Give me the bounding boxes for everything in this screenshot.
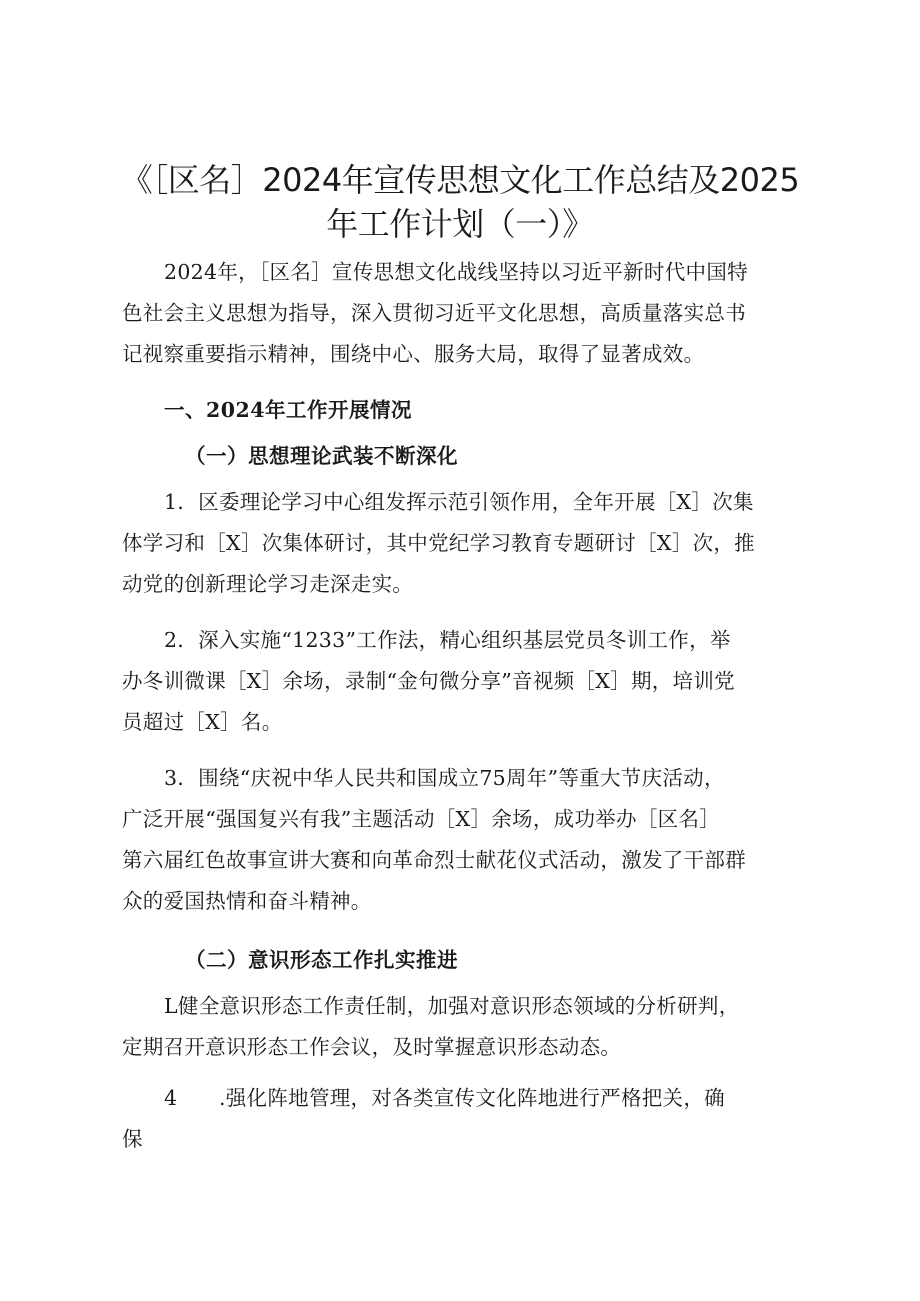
item-2-paragraph xyxy=(122,620,802,743)
section-heading-1: 一、2024年工作开展情况 xyxy=(164,398,413,422)
subsection-heading-1: （一）思想理论武装不断深化 xyxy=(185,444,458,468)
item-1-line-1: 1．区委理论学习中心组发挥示范引领作用，全年开展［X］次集 xyxy=(164,490,754,514)
intro-line-1: 2024年，［区名］宣传思想文化战线坚持以习近平新时代中国特 xyxy=(164,260,748,284)
item-2-line-1: 2．深入实施“1233”工作法，精心组织基层党员冬训工作，举 xyxy=(164,628,731,652)
item-2-line-2: 办冬训微课［X］余场，录制“金句微分享”音视频［X］期，培训党 xyxy=(122,669,735,693)
item-5-line-1: 4 .强化阵地管理，对各类宣传文化阵地进行严格把关，确 xyxy=(164,1086,725,1110)
item-3-line-1: 3．围绕“庆祝中华人民共和国成立75周年”等重大节庆活动， xyxy=(164,766,725,790)
item-3-line-2: 广泛开展“强国复兴有我”主题活动［X］余场，成功举办［区名］ xyxy=(122,807,721,831)
item-1-paragraph xyxy=(122,482,802,605)
intro-line-2: 色社会主义思想为指导，深入贯彻习近平文化思想，高质量落实总书 xyxy=(122,301,746,325)
item-5-line-2: 保 xyxy=(122,1127,143,1151)
item-4-paragraph xyxy=(122,986,802,1068)
item-3-paragraph xyxy=(122,758,802,922)
subsection-heading-2: （二）意识形态工作扎实推进 xyxy=(185,948,458,972)
item-3-line-3: 第六届红色故事宣讲大赛和向革命烈士献花仪式活动，激发了干部群 xyxy=(122,848,746,872)
item-3-line-4: 众的爱国热情和奋斗精神。 xyxy=(122,889,372,913)
item-4-line-2: 定期召开意识形态工作会议，及时掌握意识形态动态。 xyxy=(122,1035,622,1059)
intro-line-3: 记视察重要指示精神，围绕中心、服务大局，取得了显著成效。 xyxy=(122,342,705,366)
item-1-line-3: 动党的创新理论学习走深走实。 xyxy=(122,572,414,596)
item-4-line-1: L健全意识形态工作责任制，加强对意识形态领域的分析研判， xyxy=(164,994,740,1018)
title-line-2: 年工作计划（一）》 xyxy=(326,205,594,243)
intro-paragraph xyxy=(122,252,802,375)
title-line-1: 《［区名］2024年宣传思想文化工作总结及2025 xyxy=(120,161,800,199)
document-title xyxy=(100,158,820,246)
item-2-line-3: 员超过［X］名。 xyxy=(122,710,283,734)
item-5-paragraph xyxy=(122,1078,802,1160)
item-1-line-2: 体学习和［X］次集体研讨，其中党纪学习教育专题研讨［X］次，推 xyxy=(122,531,755,555)
